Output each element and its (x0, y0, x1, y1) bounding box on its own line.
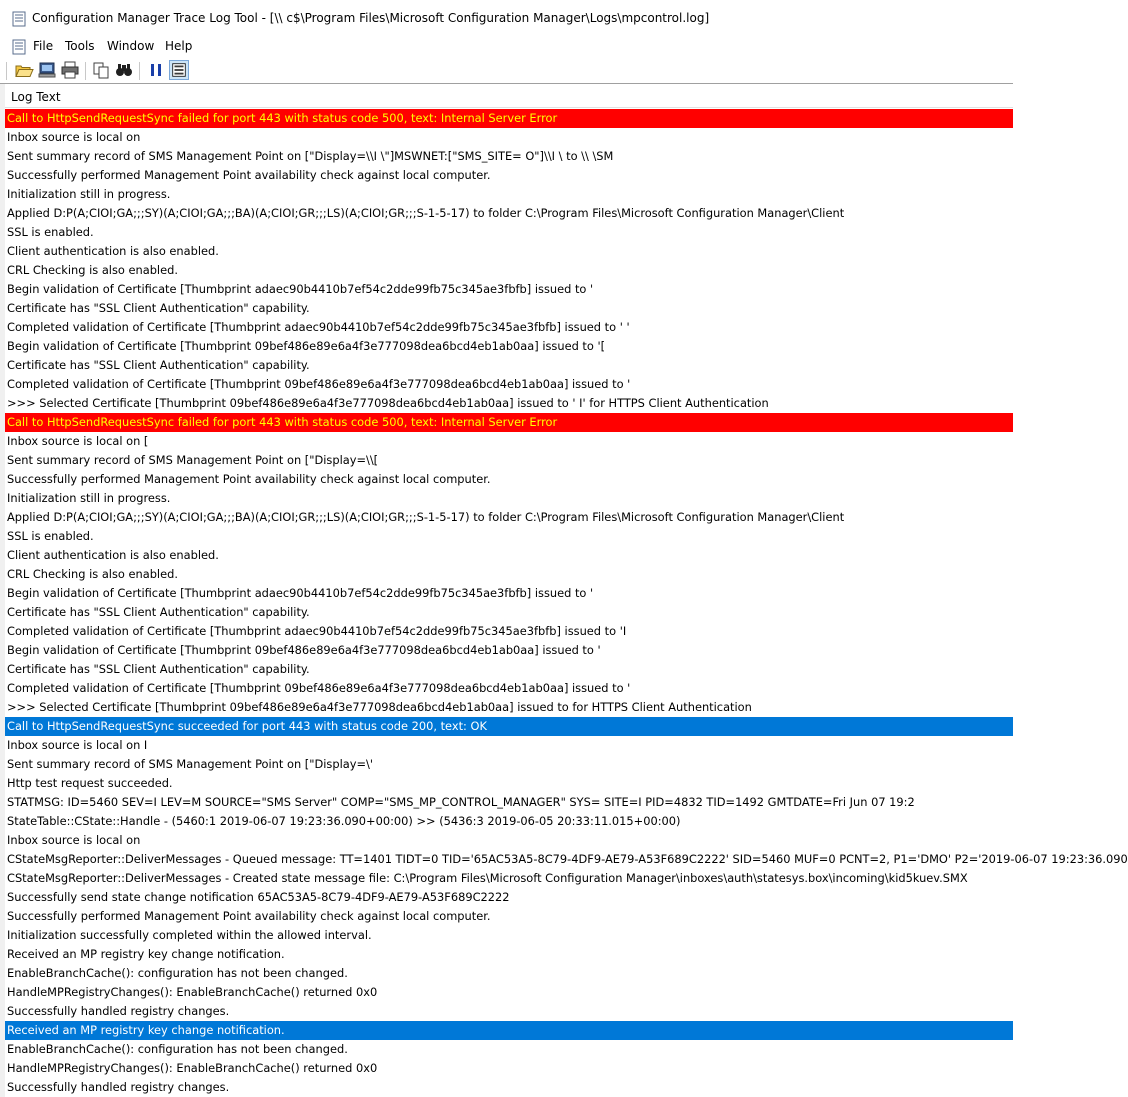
log-row[interactable]: Call to HttpSendRequestSync failed for port 443 with status code 500, text: Internal Server Error (5, 109, 1013, 128)
log-row[interactable]: Successfully performed Management Point availability check against local computer. (7, 168, 491, 182)
log-row[interactable]: Certificate has "SSL Client Authentication" capability. (7, 605, 310, 619)
log-row[interactable]: CRL Checking is also enabled. (7, 263, 178, 277)
window-title: Configuration Manager Trace Log Tool - [\\ c$\Program Files\Microsoft Configuration Manager\Logs\mpcontrol.log] (32, 11, 710, 25)
log-row[interactable]: CStateMsgReporter::DeliverMessages - Queued message: TT=1401 TIDT=0 TID='65AC53A5-8C79-4DF9-AE79-A53F689C2222' SID=5460 MUF=0 PCNT=2, P1='DMO' P2='2019-06-07 19:23:36.090 (7, 852, 1128, 866)
log-row[interactable]: STATMSG: ID=5460 SEV=I LEV=M SOURCE="SMS Server" COMP="SMS_MP_CONTROL_MANAGER" SYS= SITE=I PID=4832 TID=1492 GMTDATE=Fri Jun 07 19:2 (7, 795, 915, 809)
log-row[interactable]: SSL is enabled. (7, 225, 94, 239)
log-row[interactable]: >>> Selected Certificate [Thumbprint 09bef486e89e6a4f3e777098dea6bcd4eb1ab0aa] issued to ' I' for HTTPS Client Authentication (7, 396, 769, 410)
log-row[interactable]: Initialization still in progress. (7, 491, 171, 505)
log-row[interactable]: Completed validation of Certificate [Thumbprint 09bef486e89e6a4f3e777098dea6bcd4eb1ab0aa] issued to ' (7, 377, 631, 391)
log-row[interactable]: Initialization still in progress. (7, 187, 171, 201)
menu-tools[interactable]: Tools (65, 39, 95, 53)
document-icon (11, 11, 27, 27)
column-header-log-text[interactable] (5, 86, 1013, 108)
log-row[interactable]: Completed validation of Certificate [Thumbprint 09bef486e89e6a4f3e777098dea6bcd4eb1ab0aa] issued to ' (7, 681, 631, 695)
menu-window[interactable]: Window (107, 39, 155, 53)
menu-bar (0, 38, 1013, 58)
log-row[interactable]: Certificate has "SSL Client Authentication" capability. (7, 301, 310, 315)
log-row[interactable]: Inbox source is local on (7, 833, 141, 847)
log-row[interactable]: Inbox source is local on I (7, 738, 148, 752)
document-icon[interactable] (11, 39, 27, 55)
log-list[interactable] (5, 109, 1128, 1097)
log-row[interactable]: Successfully handled registry changes. (7, 1004, 230, 1018)
log-row[interactable]: Completed validation of Certificate [Thumbprint adaec90b4410b7ef54c2dde99fb75c345ae3fbfb] issued to 'I (7, 624, 627, 638)
open-on-server-icon[interactable] (37, 60, 57, 80)
toolbar (0, 58, 1013, 84)
log-row[interactable]: Certificate has "SSL Client Authentication" capability. (7, 358, 310, 372)
find-icon[interactable] (114, 60, 134, 80)
pause-icon[interactable] (146, 60, 166, 80)
log-row[interactable]: Applied D:P(A;CIOI;GA;;;SY)(A;CIOI;GA;;;BA)(A;CIOI;GR;;;LS)(A;CIOI;GR;;;S-1-5-17) to folder C:\Program Files\Microsoft Configuration Manager\Client (7, 510, 845, 524)
log-row[interactable]: >>> Selected Certificate [Thumbprint 09bef486e89e6a4f3e777098dea6bcd4eb1ab0aa] issued to for HTTPS Client Authentication (7, 700, 752, 714)
log-row[interactable]: Call to HttpSendRequestSync succeeded for port 443 with status code 200, text: OK (5, 717, 1013, 736)
title-bar (0, 0, 1013, 38)
log-row[interactable]: Client authentication is also enabled. (7, 548, 219, 562)
log-row[interactable]: Begin validation of Certificate [Thumbprint 09bef486e89e6a4f3e777098dea6bcd4eb1ab0aa] issued to ' (7, 643, 601, 657)
log-row[interactable]: Received an MP registry key change notification. (7, 947, 285, 961)
copy-icon[interactable] (91, 60, 111, 80)
log-row[interactable]: Sent summary record of SMS Management Point on ["Display=\\I \"]MSWNET:["SMS_SITE= O"]\\I \ to \\ \SM (7, 149, 614, 163)
log-row[interactable]: Sent summary record of SMS Management Point on ["Display=\\[ (7, 453, 379, 467)
column-header-label: Log Text (11, 90, 61, 104)
log-row[interactable]: SSL is enabled. (7, 529, 94, 543)
log-row[interactable]: CStateMsgReporter::DeliverMessages - Created state message file: C:\Program Files\Microsoft Configuration Manager\inboxes\auth\statesys.box\incoming\kid5kuev.SMX (7, 871, 968, 885)
log-row[interactable]: HandleMPRegistryChanges(): EnableBranchCache() returned 0x0 (7, 985, 378, 999)
log-row[interactable]: EnableBranchCache(): configuration has not been changed. (7, 1042, 348, 1056)
log-row[interactable]: Initialization successfully completed within the allowed interval. (7, 928, 372, 942)
log-row[interactable]: Received an MP registry key change notification. (5, 1021, 1013, 1040)
log-row[interactable]: Client authentication is also enabled. (7, 244, 219, 258)
log-row[interactable]: Begin validation of Certificate [Thumbprint adaec90b4410b7ef54c2dde99fb75c345ae3fbfb] issued to ' (7, 586, 594, 600)
log-row[interactable]: Successfully performed Management Point availability check against local computer. (7, 909, 491, 923)
log-row[interactable]: Certificate has "SSL Client Authentication" capability. (7, 662, 310, 676)
log-row[interactable]: Applied D:P(A;CIOI;GA;;;SY)(A;CIOI;GA;;;BA)(A;CIOI;GR;;;LS)(A;CIOI;GR;;;S-1-5-17) to folder C:\Program Files\Microsoft Configuration Manager\Client (7, 206, 845, 220)
log-row[interactable]: Sent summary record of SMS Management Point on ["Display=\' (7, 757, 373, 771)
highlight-icon[interactable] (169, 60, 189, 80)
log-row[interactable]: Inbox source is local on [ (7, 434, 149, 448)
log-row[interactable]: Successfully handled registry changes. (7, 1080, 230, 1094)
log-row[interactable]: EnableBranchCache(): configuration has not been changed. (7, 966, 348, 980)
log-row[interactable]: Successfully send state change notification 65AC53A5-8C79-4DF9-AE79-A53F689C2222 (7, 890, 510, 904)
log-row[interactable]: Http test request succeeded. (7, 776, 173, 790)
log-row[interactable]: Call to HttpSendRequestSync failed for port 443 with status code 500, text: Internal Server Error (5, 413, 1013, 432)
log-row[interactable]: StateTable::CState::Handle - (5460:1 2019-06-07 19:23:36.090+00:00) >> (5436:3 2019-06-05 20:33:11.015+00:00) (7, 814, 681, 828)
menu-help[interactable]: Help (165, 39, 193, 53)
menu-file[interactable]: File (33, 39, 54, 53)
log-row[interactable]: Begin validation of Certificate [Thumbprint adaec90b4410b7ef54c2dde99fb75c345ae3fbfb] issued to ' (7, 282, 594, 296)
log-row[interactable]: Completed validation of Certificate [Thumbprint adaec90b4410b7ef54c2dde99fb75c345ae3fbfb] issued to ' ' (7, 320, 630, 334)
open-folder-icon[interactable] (14, 60, 34, 80)
print-icon[interactable] (60, 60, 80, 80)
log-row[interactable]: HandleMPRegistryChanges(): EnableBranchCache() returned 0x0 (7, 1061, 378, 1075)
log-row[interactable]: CRL Checking is also enabled. (7, 567, 178, 581)
log-row[interactable]: Begin validation of Certificate [Thumbprint 09bef486e89e6a4f3e777098dea6bcd4eb1ab0aa] issued to '[ (7, 339, 606, 353)
log-row[interactable]: Inbox source is local on (7, 130, 141, 144)
log-row[interactable]: Successfully performed Management Point availability check against local computer. (7, 472, 491, 486)
